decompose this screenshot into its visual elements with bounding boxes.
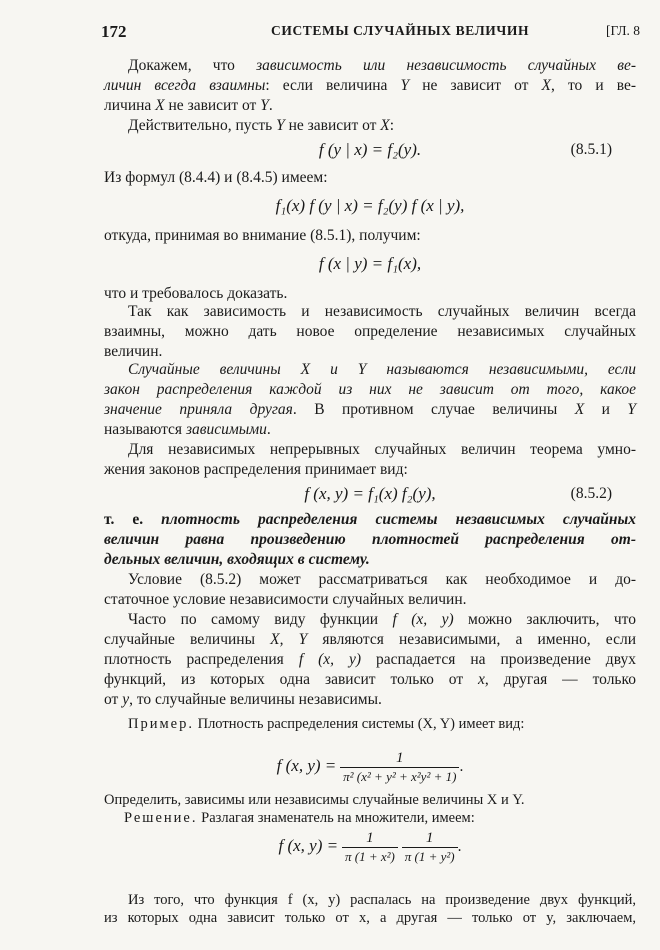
page-header — [101, 22, 640, 44]
text-line: что и требовалось доказать. — [104, 285, 288, 302]
text-line: личина X не зависит от Y. — [104, 97, 273, 114]
text-line: откуда, принимая во внимание (8.5.1), получим: — [104, 227, 421, 244]
text-line: т. е. плотность распределения системы независимых случайных — [104, 511, 636, 528]
equation: f₁(x) f (y | x) = f₂(y) f (x | y), — [275, 196, 465, 215]
question-line: Определить, зависимы или независимы случайные величины X и Y. — [104, 792, 525, 808]
solution-line: Решение. Разлагая знаменатель на множители, имеем: — [124, 810, 475, 826]
running-title: СИСТЕМЫ СЛУЧАЙНЫХ ВЕЛИЧИН — [271, 23, 530, 38]
equation-8-5-1: f (y | x) = f₂(y). (8.5.1) — [318, 140, 612, 159]
text-line: Из формул (8.4.4) и (8.4.5) имеем: — [104, 169, 328, 186]
text-line: жения законов распределения принимает вид: — [104, 461, 408, 478]
text-line: величин равна произведению плотностей распределения от- — [104, 531, 636, 548]
text-line: Часто по самому виду функции f (x, y) можно заключить, что — [128, 611, 637, 628]
example-line: Пример. Плотность распределения системы (X, Y) имеет вид: — [128, 716, 525, 732]
solution-label: Решение. — [124, 810, 198, 826]
text-line: Для независимых непрерывных случайных величин теорема умно- — [128, 441, 636, 458]
definition-line: называются зависимыми. — [104, 421, 271, 438]
text-line: из которых одна зависит только от x, а другая — только от y, заключаем, — [104, 910, 636, 926]
definition-line: закон распределения каждой из них не зависит от того, какое — [104, 381, 636, 398]
chapter-marker: [ГЛ. 8 — [606, 23, 640, 38]
text-line: Условие (8.5.2) может рассматриваться как необходимое и до- — [128, 571, 636, 588]
equation-8-5-2: f (x, y) = f₁(x) f₂(y), (8.5.2) — [304, 484, 612, 503]
text-line: случайные величины X, Y являются независимыми, а именно, если — [104, 631, 636, 648]
text-line: личин всегда взаимны: если величина Y не зависит от X, то и ве- — [104, 77, 637, 94]
definition-line: Случайные величины X и Y называются независимыми, если — [128, 361, 636, 378]
text-line: функций, из которых одна зависит только от x, другая — только — [104, 671, 636, 688]
page-number: 172 — [101, 22, 127, 41]
equation-number: (8.5.1) — [570, 141, 612, 158]
text-line: Докажем, что зависимость или независимость случайных ве- — [128, 57, 637, 74]
text-line: Так как зависимость и независимость случайных величин всегда — [128, 303, 636, 320]
text-line: взаимны, можно дать новое определение независимых случайных — [104, 323, 636, 340]
text-line: плотность распределения f (x, y) распадается на произведение двух — [104, 651, 636, 668]
text-line: Действительно, пусть Y не зависит от X: — [128, 117, 395, 134]
text-line: статочное условие независимости случайных величин. — [104, 591, 467, 608]
equation-solution: f (x, y) = $\frac{1}{\text{π (1 + x²)}}$ $\frac{1}{\text{π (1 + y²)}}$ . — [278, 830, 462, 865]
equation-number: (8.5.2) — [570, 485, 612, 502]
text-line: от y, то случайные величины независимы. — [104, 691, 382, 708]
example-label: Пример. — [128, 716, 194, 732]
text-line: Из того, что функция f (x, y) распалась на произведение двух функций, — [128, 892, 636, 908]
equation: f (x | y) = f₁(x), — [318, 254, 422, 273]
equation-example: f (x, y) = $\frac{1}{\text{π² (x² + y² + x²y² + 1)}}$ . — [276, 750, 464, 785]
text-line: дельных величин, входящих в систему. — [104, 551, 370, 568]
definition-line: значение приняла другая. В противном случае величины X и Y — [104, 401, 636, 418]
text-line: величин. — [104, 343, 163, 360]
